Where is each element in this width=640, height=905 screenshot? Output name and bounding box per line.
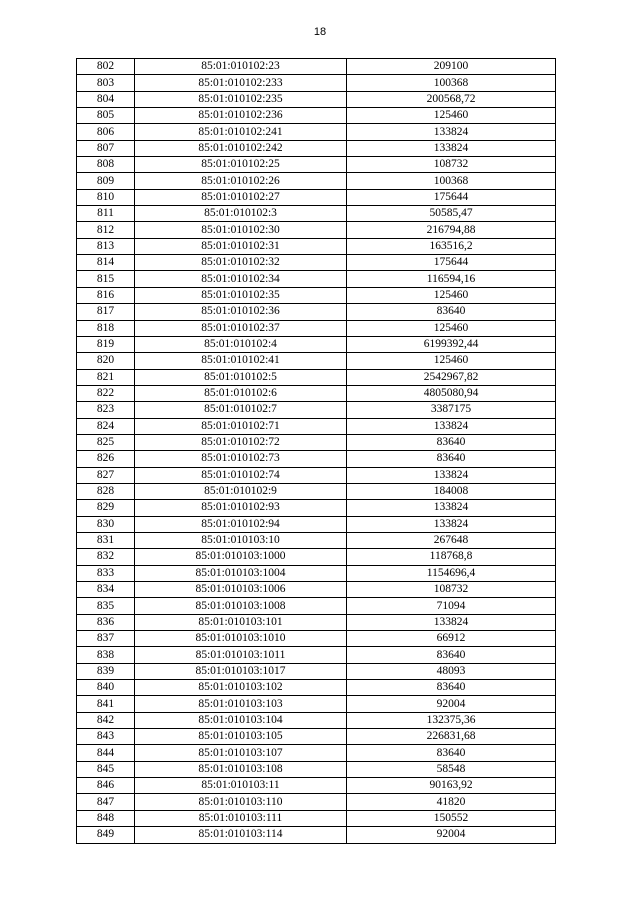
cadastral-number-cell: 85:01:010103:1010: [135, 631, 347, 647]
cadastral-number-cell: 85:01:010102:242: [135, 140, 347, 156]
row-number-cell: 836: [77, 614, 135, 630]
table-row: [77, 467, 556, 483]
value-cell: 66912: [347, 631, 556, 647]
value-cell: 83640: [347, 434, 556, 450]
value-cell: 3387175: [347, 402, 556, 418]
row-number-cell: 804: [77, 91, 135, 107]
value-cell: 83640: [347, 680, 556, 696]
cadastral-number-cell: 85:01:010102:25: [135, 157, 347, 173]
cadastral-number-cell: 85:01:010102:233: [135, 75, 347, 91]
row-number-cell: 815: [77, 271, 135, 287]
table-row: [77, 369, 556, 385]
value-cell: 133824: [347, 140, 556, 156]
cadastral-number-cell: 85:01:010102:4: [135, 336, 347, 352]
table-row: [77, 189, 556, 205]
row-number-cell: 849: [77, 827, 135, 843]
row-number-cell: 819: [77, 336, 135, 352]
value-cell: 132375,36: [347, 712, 556, 728]
table-row: [77, 434, 556, 450]
value-cell: 1154696,4: [347, 565, 556, 581]
table-row: [77, 712, 556, 728]
row-number-cell: 847: [77, 794, 135, 810]
cadastral-number-cell: 85:01:010102:37: [135, 320, 347, 336]
table-row: [77, 353, 556, 369]
value-cell: 71094: [347, 598, 556, 614]
cadastral-number-cell: 85:01:010102:30: [135, 222, 347, 238]
row-number-cell: 812: [77, 222, 135, 238]
value-cell: 58548: [347, 761, 556, 777]
table-row: [77, 778, 556, 794]
row-number-cell: 818: [77, 320, 135, 336]
table-row: [77, 451, 556, 467]
cadastral-number-cell: 85:01:010103:1008: [135, 598, 347, 614]
table-row: [77, 827, 556, 843]
table-row: [77, 91, 556, 107]
value-cell: 83640: [347, 647, 556, 663]
row-number-cell: 838: [77, 647, 135, 663]
cadastral-number-cell: 85:01:010102:241: [135, 124, 347, 140]
row-number-cell: 829: [77, 500, 135, 516]
table-row: [77, 173, 556, 189]
row-number-cell: 846: [77, 778, 135, 794]
table-row: [77, 745, 556, 761]
value-cell: 133824: [347, 614, 556, 630]
cadastral-number-cell: 85:01:010102:31: [135, 238, 347, 254]
table-row: [77, 810, 556, 826]
table-row: [77, 598, 556, 614]
row-number-cell: 808: [77, 157, 135, 173]
cadastral-number-cell: 85:01:010103:1000: [135, 549, 347, 565]
cadastral-number-cell: 85:01:010102:94: [135, 516, 347, 532]
value-cell: 83640: [347, 451, 556, 467]
row-number-cell: 816: [77, 287, 135, 303]
row-number-cell: 831: [77, 532, 135, 548]
table-row: [77, 140, 556, 156]
table-row: [77, 75, 556, 91]
row-number-cell: 806: [77, 124, 135, 140]
value-cell: 83640: [347, 745, 556, 761]
cadastral-number-cell: 85:01:010103:110: [135, 794, 347, 810]
value-cell: 50585,47: [347, 206, 556, 222]
page-number: 18: [313, 26, 327, 38]
row-number-cell: 820: [77, 353, 135, 369]
table-row: [77, 565, 556, 581]
row-number-cell: 848: [77, 810, 135, 826]
cadastral-number-cell: 85:01:010102:36: [135, 304, 347, 320]
row-number-cell: 807: [77, 140, 135, 156]
table-row: [77, 761, 556, 777]
value-cell: 216794,88: [347, 222, 556, 238]
value-cell: 41820: [347, 794, 556, 810]
row-number-cell: 822: [77, 385, 135, 401]
value-cell: 125460: [347, 353, 556, 369]
cadastral-number-cell: 85:01:010102:5: [135, 369, 347, 385]
value-cell: 125460: [347, 287, 556, 303]
cadastral-number-cell: 85:01:010102:23: [135, 59, 347, 75]
cadastral-number-cell: 85:01:010102:34: [135, 271, 347, 287]
cadastral-number-cell: 85:01:010102:3: [135, 206, 347, 222]
table-row: [77, 385, 556, 401]
cadastral-number-cell: 85:01:010103:107: [135, 745, 347, 761]
parcel-table: [76, 58, 556, 844]
table-row: [77, 304, 556, 320]
value-cell: 226831,68: [347, 729, 556, 745]
cadastral-number-cell: 85:01:010102:235: [135, 91, 347, 107]
row-number-cell: 826: [77, 451, 135, 467]
row-number-cell: 810: [77, 189, 135, 205]
cadastral-number-cell: 85:01:010102:32: [135, 255, 347, 271]
table-row: [77, 336, 556, 352]
table-row: [77, 516, 556, 532]
value-cell: 200568,72: [347, 91, 556, 107]
row-number-cell: 845: [77, 761, 135, 777]
row-number-cell: 844: [77, 745, 135, 761]
row-number-cell: 827: [77, 467, 135, 483]
cadastral-number-cell: 85:01:010103:102: [135, 680, 347, 696]
cadastral-number-cell: 85:01:010102:9: [135, 483, 347, 499]
value-cell: 116594,16: [347, 271, 556, 287]
row-number-cell: 817: [77, 304, 135, 320]
table-row: [77, 532, 556, 548]
value-cell: 4805080,94: [347, 385, 556, 401]
row-number-cell: 811: [77, 206, 135, 222]
table-row: [77, 696, 556, 712]
cadastral-number-cell: 85:01:010103:103: [135, 696, 347, 712]
cadastral-number-cell: 85:01:010103:1017: [135, 663, 347, 679]
table-row: [77, 663, 556, 679]
table-row: [77, 206, 556, 222]
cadastral-number-cell: 85:01:010102:71: [135, 418, 347, 434]
cadastral-number-cell: 85:01:010102:72: [135, 434, 347, 450]
value-cell: 100368: [347, 173, 556, 189]
cadastral-number-cell: 85:01:010103:105: [135, 729, 347, 745]
cadastral-number-cell: 85:01:010103:10: [135, 532, 347, 548]
table-row: [77, 124, 556, 140]
table-row: [77, 255, 556, 271]
table-row: [77, 483, 556, 499]
row-number-cell: 835: [77, 598, 135, 614]
table-row: [77, 729, 556, 745]
cadastral-number-cell: 85:01:010102:41: [135, 353, 347, 369]
row-number-cell: 823: [77, 402, 135, 418]
value-cell: 90163,92: [347, 778, 556, 794]
parcel-table-body: [77, 59, 556, 844]
cadastral-number-cell: 85:01:010103:1006: [135, 582, 347, 598]
table-row: [77, 500, 556, 516]
row-number-cell: 830: [77, 516, 135, 532]
table-row: [77, 680, 556, 696]
row-number-cell: 839: [77, 663, 135, 679]
cadastral-number-cell: 85:01:010102:35: [135, 287, 347, 303]
cadastral-number-cell: 85:01:010103:108: [135, 761, 347, 777]
table-row: [77, 222, 556, 238]
row-number-cell: 840: [77, 680, 135, 696]
table-row: [77, 418, 556, 434]
cadastral-number-cell: 85:01:010103:111: [135, 810, 347, 826]
value-cell: 100368: [347, 75, 556, 91]
value-cell: 48093: [347, 663, 556, 679]
value-cell: 175644: [347, 189, 556, 205]
cadastral-number-cell: 85:01:010103:101: [135, 614, 347, 630]
value-cell: 175644: [347, 255, 556, 271]
row-number-cell: 803: [77, 75, 135, 91]
value-cell: 2542967,82: [347, 369, 556, 385]
cadastral-number-cell: 85:01:010102:74: [135, 467, 347, 483]
value-cell: 133824: [347, 467, 556, 483]
cadastral-number-cell: 85:01:010102:236: [135, 108, 347, 124]
value-cell: 209100: [347, 59, 556, 75]
row-number-cell: 802: [77, 59, 135, 75]
table-row: [77, 287, 556, 303]
table-row: [77, 631, 556, 647]
table-row: [77, 157, 556, 173]
row-number-cell: 828: [77, 483, 135, 499]
row-number-cell: 842: [77, 712, 135, 728]
value-cell: 150552: [347, 810, 556, 826]
value-cell: 163516,2: [347, 238, 556, 254]
table-row: [77, 582, 556, 598]
cadastral-number-cell: 85:01:010102:6: [135, 385, 347, 401]
table-row: [77, 549, 556, 565]
cadastral-number-cell: 85:01:010103:11: [135, 778, 347, 794]
row-number-cell: 805: [77, 108, 135, 124]
value-cell: 92004: [347, 696, 556, 712]
value-cell: 133824: [347, 418, 556, 434]
cadastral-number-cell: 85:01:010102:73: [135, 451, 347, 467]
value-cell: 108732: [347, 157, 556, 173]
cadastral-number-cell: 85:01:010103:104: [135, 712, 347, 728]
cadastral-number-cell: 85:01:010103:1004: [135, 565, 347, 581]
value-cell: 267648: [347, 532, 556, 548]
cadastral-number-cell: 85:01:010102:26: [135, 173, 347, 189]
value-cell: 83640: [347, 304, 556, 320]
value-cell: 133824: [347, 124, 556, 140]
table-row: [77, 320, 556, 336]
row-number-cell: 832: [77, 549, 135, 565]
table-row: [77, 271, 556, 287]
cadastral-number-cell: 85:01:010102:93: [135, 500, 347, 516]
value-cell: 6199392,44: [347, 336, 556, 352]
cadastral-number-cell: 85:01:010103:1011: [135, 647, 347, 663]
row-number-cell: 809: [77, 173, 135, 189]
row-number-cell: 814: [77, 255, 135, 271]
table-row: [77, 59, 556, 75]
value-cell: 92004: [347, 827, 556, 843]
cadastral-number-cell: 85:01:010103:114: [135, 827, 347, 843]
cadastral-number-cell: 85:01:010102:7: [135, 402, 347, 418]
value-cell: 133824: [347, 516, 556, 532]
cadastral-number-cell: 85:01:010102:27: [135, 189, 347, 205]
row-number-cell: 837: [77, 631, 135, 647]
table-row: [77, 402, 556, 418]
row-number-cell: 843: [77, 729, 135, 745]
row-number-cell: 834: [77, 582, 135, 598]
table-row: [77, 614, 556, 630]
table-row: [77, 647, 556, 663]
value-cell: 184008: [347, 483, 556, 499]
table-row: [77, 108, 556, 124]
row-number-cell: 833: [77, 565, 135, 581]
value-cell: 125460: [347, 320, 556, 336]
row-number-cell: 825: [77, 434, 135, 450]
row-number-cell: 821: [77, 369, 135, 385]
table-row: [77, 794, 556, 810]
row-number-cell: 841: [77, 696, 135, 712]
value-cell: 118768,8: [347, 549, 556, 565]
value-cell: 108732: [347, 582, 556, 598]
row-number-cell: 824: [77, 418, 135, 434]
value-cell: 125460: [347, 108, 556, 124]
table-row: [77, 238, 556, 254]
value-cell: 133824: [347, 500, 556, 516]
row-number-cell: 813: [77, 238, 135, 254]
